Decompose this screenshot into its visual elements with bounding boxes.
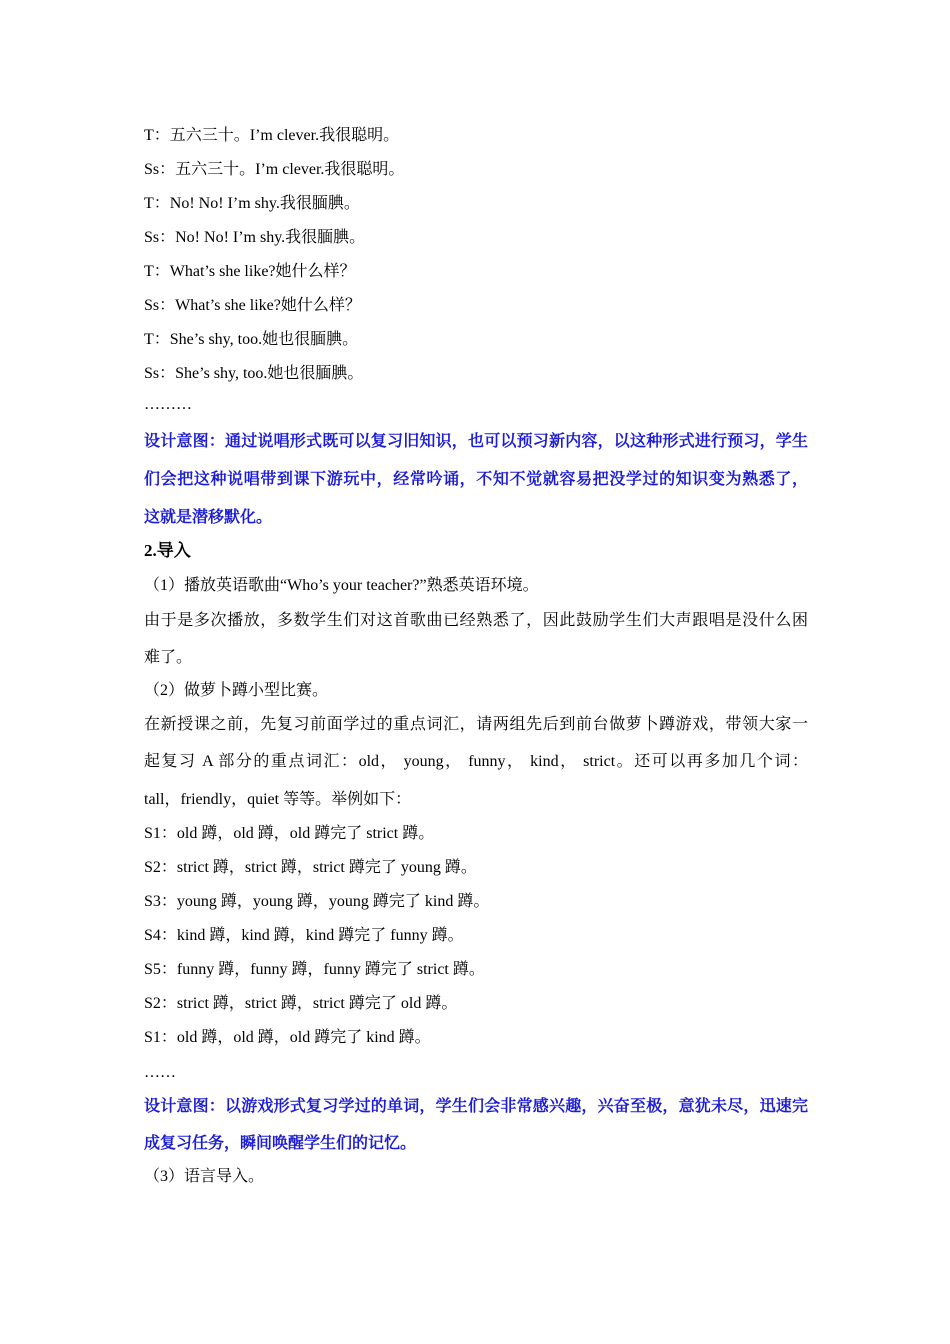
dialogue-line: T：五六三十。I’m clever.我很聪明。	[144, 127, 400, 144]
design-intent-2-line: 设计意图：以游戏形式复习学过的单词，学生们会非常感兴趣，兴奋至极，意犹未尽，迅速完	[144, 1098, 808, 1115]
dialogue-line: T：No! No! I’m shy.我很腼腆。	[144, 195, 360, 212]
game-line: S1：old 蹲，old 蹲，old 蹲完了 kind 蹲。	[144, 1029, 431, 1046]
dialogue-line: T：She’s shy, too.她也很腼腆。	[144, 331, 359, 348]
dialogue-ellipsis: ………	[144, 396, 192, 413]
game-line: S4：kind 蹲，kind 蹲，kind 蹲完了 funny 蹲。	[144, 927, 464, 944]
game-line: S2：strict 蹲，strict 蹲，strict 蹲完了 young 蹲。	[144, 859, 477, 876]
dialogue-line: Ss：五六三十。I’m clever.我很聪明。	[144, 161, 405, 178]
design-intent-2-line: 成复习任务，瞬间唤醒学生们的记忆。	[144, 1135, 417, 1152]
design-intent-1-line: 这就是潜移默化。	[144, 509, 273, 526]
game-line: S3：young 蹲，young 蹲，young 蹲完了 kind 蹲。	[144, 893, 490, 910]
step-2-description: 在新授课之前，先复习前面学过的重点词汇，请两组先后到前台做萝卜蹲游戏，带领大家一	[144, 716, 808, 733]
game-line: S1：old 蹲，old 蹲，old 蹲完了 strict 蹲。	[144, 825, 435, 842]
design-intent-1-line: 设计意图：通过说唱形式既可以复习旧知识，也可以预习新内容，以这种形式进行预习，学生	[144, 433, 808, 450]
game-line: S2：strict 蹲，strict 蹲，strict 蹲完了 old 蹲。	[144, 995, 458, 1012]
step-1-title: （1）播放英语歌曲“Who’s your teacher?”熟悉英语环境。	[144, 577, 539, 594]
design-intent-1-line: 们会把这种说唱带到课下游玩中，经常吟诵，不知不觉就容易把没学过的知识变为熟悉了，	[144, 471, 808, 488]
step-2-description: tall，friendly，quiet 等等。举例如下：	[144, 791, 412, 808]
step-3-title: （3）语言导入。	[144, 1168, 265, 1185]
step-2-description: 起复习 A 部分的重点词汇：old， young， funny， kind， strict。还可以再多加几个词：	[144, 753, 808, 770]
section-heading: 2.导入	[144, 541, 191, 560]
step-2-title: （2）做萝卜蹲小型比赛。	[144, 682, 329, 699]
game-line: S5：funny 蹲，funny 蹲，funny 蹲完了 strict 蹲。	[144, 961, 485, 978]
step-1-description: 难了。	[144, 649, 193, 666]
game-ellipsis: ……	[144, 1064, 176, 1081]
dialogue-line: T：What’s she like?她什么样？	[144, 263, 356, 280]
dialogue-line: Ss：No! No! I’m shy.我很腼腆。	[144, 229, 366, 246]
dialogue-line: Ss：She’s shy, too.她也很腼腆。	[144, 365, 364, 382]
dialogue-line: Ss：What’s she like?她什么样？	[144, 297, 361, 314]
step-1-description: 由于是多次播放，多数学生们对这首歌曲已经熟悉了，因此鼓励学生们大声跟唱是没什么困	[144, 612, 808, 629]
